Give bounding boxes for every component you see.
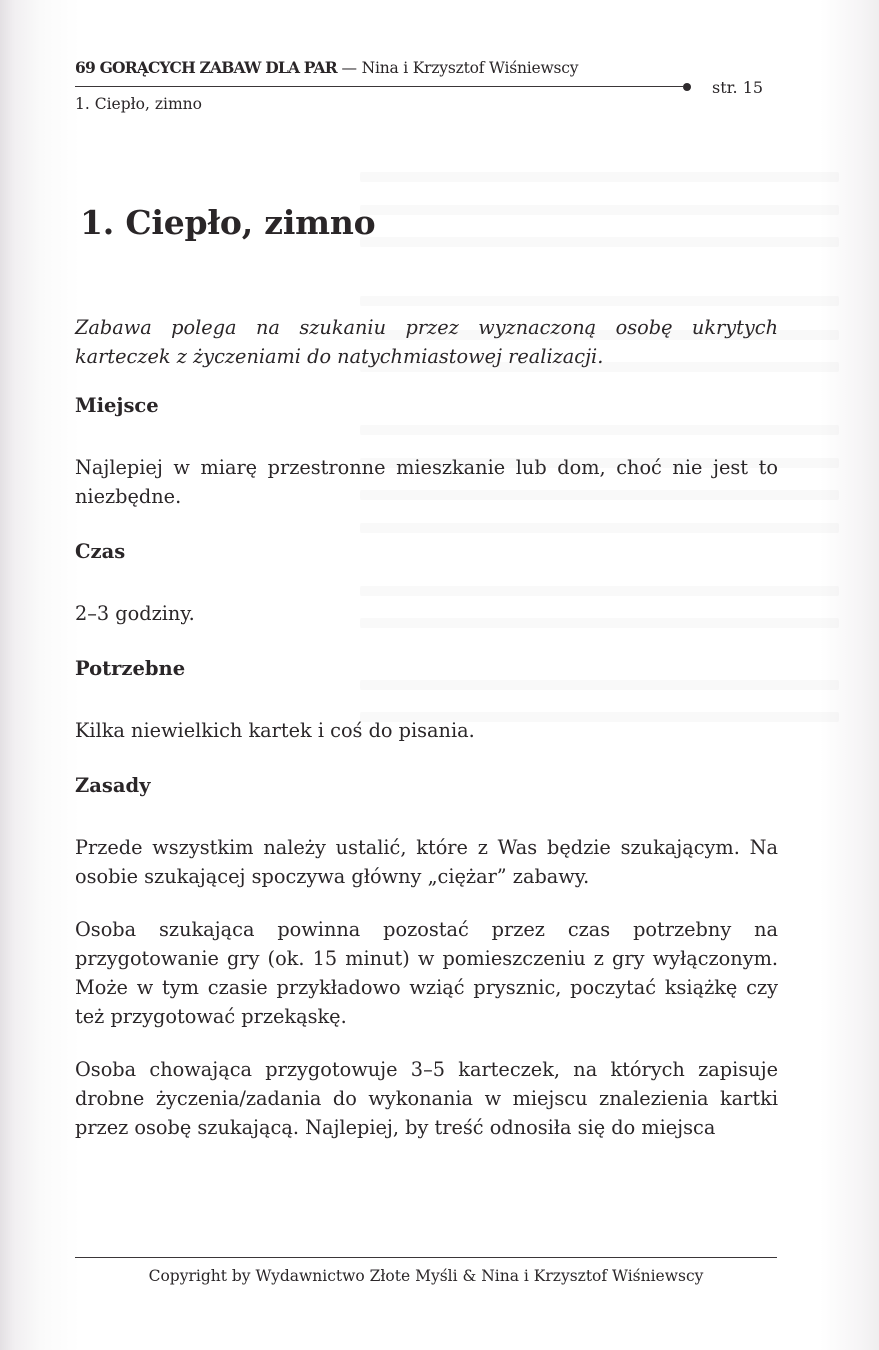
- section-paragraph: 2–3 godziny.: [75, 602, 195, 625]
- section-heading: Potrzebne: [75, 657, 186, 680]
- page-number: str. 15: [712, 78, 764, 97]
- bullet-icon: [683, 83, 691, 91]
- book-title: 69 GORĄCYCH ZABAW DLA PAR: [75, 58, 337, 77]
- section-heading: Miejsce: [75, 394, 159, 417]
- header-separator: —: [336, 59, 362, 77]
- section-paragraph: Najlepiej w miarę przestronne mieszkanie lub dom, choć nie jest to niezbędne.: [75, 456, 778, 508]
- section-paragraph: Przede wszystkim należy ustalić, które z Was będzie szukającym. Na osobie szukającej spoczywa główny „ciężar” zabawy.: [75, 836, 778, 888]
- copyright-footer: Copyright by Wydawnictwo Złote Myśli & Nina i Krzysztof Wiśniewscy: [148, 1267, 704, 1285]
- section-paragraph: Osoba chowająca przygotowuje 3–5 karteczek, na których zapisuje drobne życzenia/zadania do wykonania w miejscu znalezienia kartki przez osobę szukającą. Najlepiej, by treść odnosiła się do miejsca: [75, 1058, 778, 1139]
- chapter-lead: Zabawa polega na szukaniu przez wyznaczoną osobę ukrytych karteczek z życzeniami do natychmiastowej realizacji.: [75, 316, 778, 368]
- section-heading: Zasady: [75, 774, 151, 797]
- running-head: [75, 58, 675, 78]
- book-authors: Nina i Krzysztof Wiśniewscy: [361, 59, 579, 77]
- running-chapter-title: 1. Ciepło, zimno: [75, 95, 202, 113]
- footer-rule: [75, 1257, 777, 1258]
- section-heading: Czas: [75, 540, 126, 563]
- chapter-body: [75, 313, 778, 1166]
- section-paragraph: Osoba szukająca powinna pozostać przez czas potrzebny na przygotowanie gry (ok. 15 minut) w pomieszczeniu z gry wyłączonym. Może w tym czasie przykładowo wziąć prysznic, poczytać książkę czy też przygotować przekąskę.: [75, 918, 778, 1028]
- chapter-title: 1. Ciepło, zimno: [80, 203, 376, 242]
- section-paragraph: Kilka niewielkich kartek i coś do pisania.: [75, 719, 475, 742]
- header-rule: [75, 86, 683, 87]
